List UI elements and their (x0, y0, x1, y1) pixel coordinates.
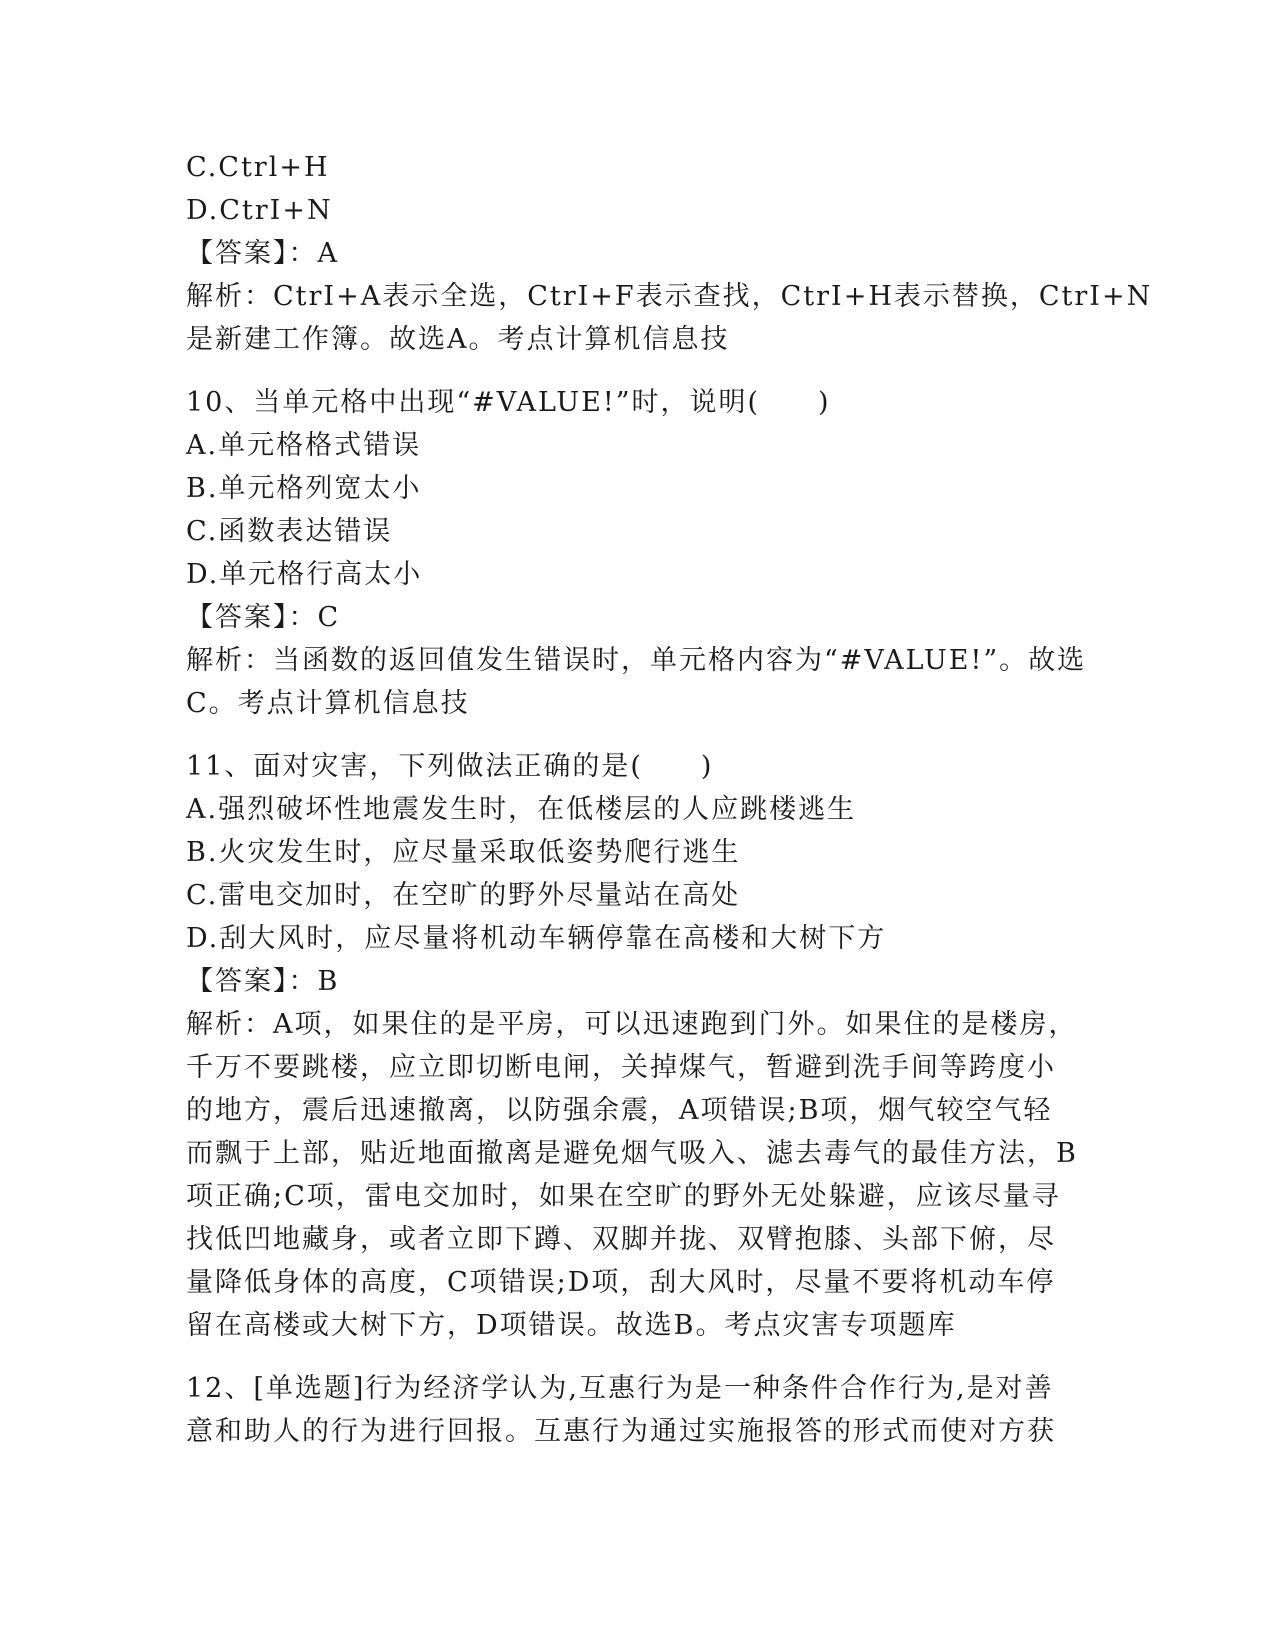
q10-option-b: B.单元格列宽太小 (186, 473, 422, 504)
q11-option-b: B.火灾发生时，应尽量采取低姿势爬行逃生 (186, 837, 741, 868)
q11-analysis-line-5: 项正确;C项，雷电交加时，如果在空旷的野外无处躲避，应该尽量寻 (186, 1181, 1061, 1212)
q9-option-c: C.Ctrl+H (186, 152, 330, 183)
q12-question-line-1: 12、[单选题]行为经济学认为,互惠行为是一种条件合作行为,是对善 (186, 1373, 1054, 1404)
spacer (186, 1347, 1086, 1367)
q9-option-d: D.CtrI+N (186, 195, 333, 226)
q11-analysis-line-7: 量降低身体的高度，C项错误;D项，刮大风时，尽量不要将机动车停 (186, 1267, 1056, 1298)
q11-analysis-line-4: 而飘于上部，贴近地面撤离是避免烟气吸入、滤去毒气的最佳方法，B (186, 1138, 1078, 1169)
q10-option-c: C.函数表达错误 (186, 516, 393, 547)
q11-option-d: D.刮大风时，应尽量将机动车辆停靠在高楼和大树下方 (186, 923, 887, 954)
q11-analysis-line-8: 留在高楼或大树下方，D项错误。故选B。考点灾害专项题库 (186, 1310, 957, 1341)
q11-question: 11、面对灾害，下列做法正确的是( ) (186, 751, 714, 782)
page-content (186, 146, 1153, 1453)
q11-answer: 【答案】：B (186, 966, 340, 997)
q11-analysis-line-1: 解析：A项，如果住的是平房，可以迅速跑到门外。如果住的是楼房， (186, 1009, 1078, 1040)
q10-answer: 【答案】：C (186, 602, 341, 633)
q10-option-d: D.单元格行高太小 (186, 559, 423, 590)
spacer (186, 725, 1086, 745)
q9-analysis-line-1: 解析：CtrI+A表示全选，CtrI+F表示查找，CtrI+H表示替换，CtrI+N (186, 281, 1153, 312)
q10-analysis-line-1: 解析：当函数的返回值发生错误时，单元格内容为“#VALUE!”。故选 (186, 645, 1087, 676)
q10-analysis-line-2: C。考点计算机信息技 (186, 688, 470, 719)
spacer (186, 361, 1086, 381)
q11-option-a: A.强烈破坏性地震发生时，在低楼层的人应跳楼逃生 (186, 794, 857, 825)
q11-option-c: C.雷电交加时，在空旷的野外尽量站在高处 (186, 880, 741, 911)
q11-analysis-line-3: 的地方，震后迅速撤离，以防强余震，A项错误;B项，烟气较空气轻 (186, 1095, 1053, 1126)
q11-analysis-line-2: 千万不要跳楼，应立即切断电闸，关掉煤气，暂避到洗手间等跨度小 (186, 1052, 1056, 1083)
q10-option-a: A.单元格格式错误 (186, 430, 422, 461)
q9-analysis-line-2: 是新建工作簿。故选A。考点计算机信息技 (186, 324, 730, 355)
q9-answer: 【答案】：A (186, 238, 339, 269)
q10-question: 10、当单元格中出现“#VALUE!”时，说明( ) (186, 387, 831, 418)
q11-analysis-line-6: 找低凹地藏身，或者立即下蹲、双脚并拢、双臂抱膝、头部下俯，尽 (186, 1224, 1056, 1255)
q12-question-line-2: 意和助人的行为进行回报。互惠行为通过实施报答的形式而使对方获 (186, 1416, 1056, 1447)
